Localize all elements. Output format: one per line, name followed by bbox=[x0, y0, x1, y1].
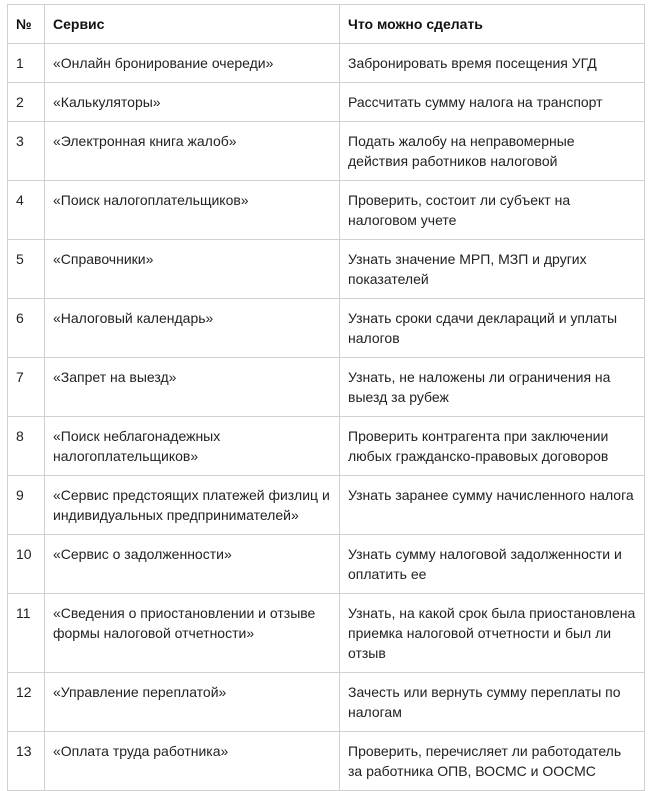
service-action: Проверить, перечисляет ли работодатель за работника ОПВ, ВОСМС и ООСМС bbox=[340, 732, 645, 791]
service-name: «Сервис предстоящих платежей физлиц и индивидуальных предпринимателей» bbox=[45, 476, 340, 535]
header-action: Что можно сделать bbox=[340, 5, 645, 44]
table-row bbox=[8, 299, 645, 358]
service-name: «Оплата труда работника» bbox=[45, 732, 340, 791]
header-number: № bbox=[8, 5, 45, 44]
service-action: Узнать сроки сдачи деклараций и уплаты налогов bbox=[340, 299, 645, 358]
service-action: Проверить контрагента при заключении любых гражданско-правовых договоров bbox=[340, 417, 645, 476]
service-action: Подать жалобу на неправомерные действия работников налоговой bbox=[340, 122, 645, 181]
table-row bbox=[8, 476, 645, 535]
table-header-row bbox=[8, 5, 645, 44]
table-row bbox=[8, 732, 645, 791]
row-number: 7 bbox=[8, 358, 45, 417]
service-name: «Поиск налогоплательщиков» bbox=[45, 181, 340, 240]
row-number: 1 bbox=[8, 44, 45, 83]
row-number: 11 bbox=[8, 594, 45, 673]
service-name: «Управление переплатой» bbox=[45, 673, 340, 732]
service-name: «Калькуляторы» bbox=[45, 83, 340, 122]
service-name: «Налоговый календарь» bbox=[45, 299, 340, 358]
table-row bbox=[8, 240, 645, 299]
service-name: «Онлайн бронирование очереди» bbox=[45, 44, 340, 83]
service-name: «Сведения о приостановлении и отзыве формы налоговой отчетности» bbox=[45, 594, 340, 673]
service-name: «Справочники» bbox=[45, 240, 340, 299]
service-name: «Поиск неблагонадежных налогоплательщиков» bbox=[45, 417, 340, 476]
row-number: 4 bbox=[8, 181, 45, 240]
services-table bbox=[7, 4, 645, 791]
service-action: Проверить, состоит ли субъект на налоговом учете bbox=[340, 181, 645, 240]
table-row bbox=[8, 83, 645, 122]
row-number: 9 bbox=[8, 476, 45, 535]
service-action: Узнать, не наложены ли ограничения на выезд за рубеж bbox=[340, 358, 645, 417]
table-row bbox=[8, 673, 645, 732]
row-number: 3 bbox=[8, 122, 45, 181]
table-row bbox=[8, 417, 645, 476]
table-row bbox=[8, 358, 645, 417]
service-action: Узнать заранее сумму начисленного налога bbox=[340, 476, 645, 535]
row-number: 2 bbox=[8, 83, 45, 122]
service-name: «Электронная книга жалоб» bbox=[45, 122, 340, 181]
row-number: 8 bbox=[8, 417, 45, 476]
table-row bbox=[8, 44, 645, 83]
row-number: 12 bbox=[8, 673, 45, 732]
table-row bbox=[8, 594, 645, 673]
service-action: Узнать сумму налоговой задолженности и оплатить ее bbox=[340, 535, 645, 594]
row-number: 5 bbox=[8, 240, 45, 299]
service-name: «Сервис о задолженности» bbox=[45, 535, 340, 594]
service-action: Узнать значение МРП, МЗП и других показателей bbox=[340, 240, 645, 299]
row-number: 6 bbox=[8, 299, 45, 358]
service-name: «Запрет на выезд» bbox=[45, 358, 340, 417]
table-row bbox=[8, 122, 645, 181]
service-action: Рассчитать сумму налога на транспорт bbox=[340, 83, 645, 122]
table-row bbox=[8, 535, 645, 594]
row-number: 13 bbox=[8, 732, 45, 791]
row-number: 10 bbox=[8, 535, 45, 594]
service-action: Забронировать время посещения УГД bbox=[340, 44, 645, 83]
service-action: Зачесть или вернуть сумму переплаты по налогам bbox=[340, 673, 645, 732]
service-action: Узнать, на какой срок была приостановлена приемка налоговой отчетности и был ли отзыв bbox=[340, 594, 645, 673]
header-service: Сервис bbox=[45, 5, 340, 44]
table-row bbox=[8, 181, 645, 240]
